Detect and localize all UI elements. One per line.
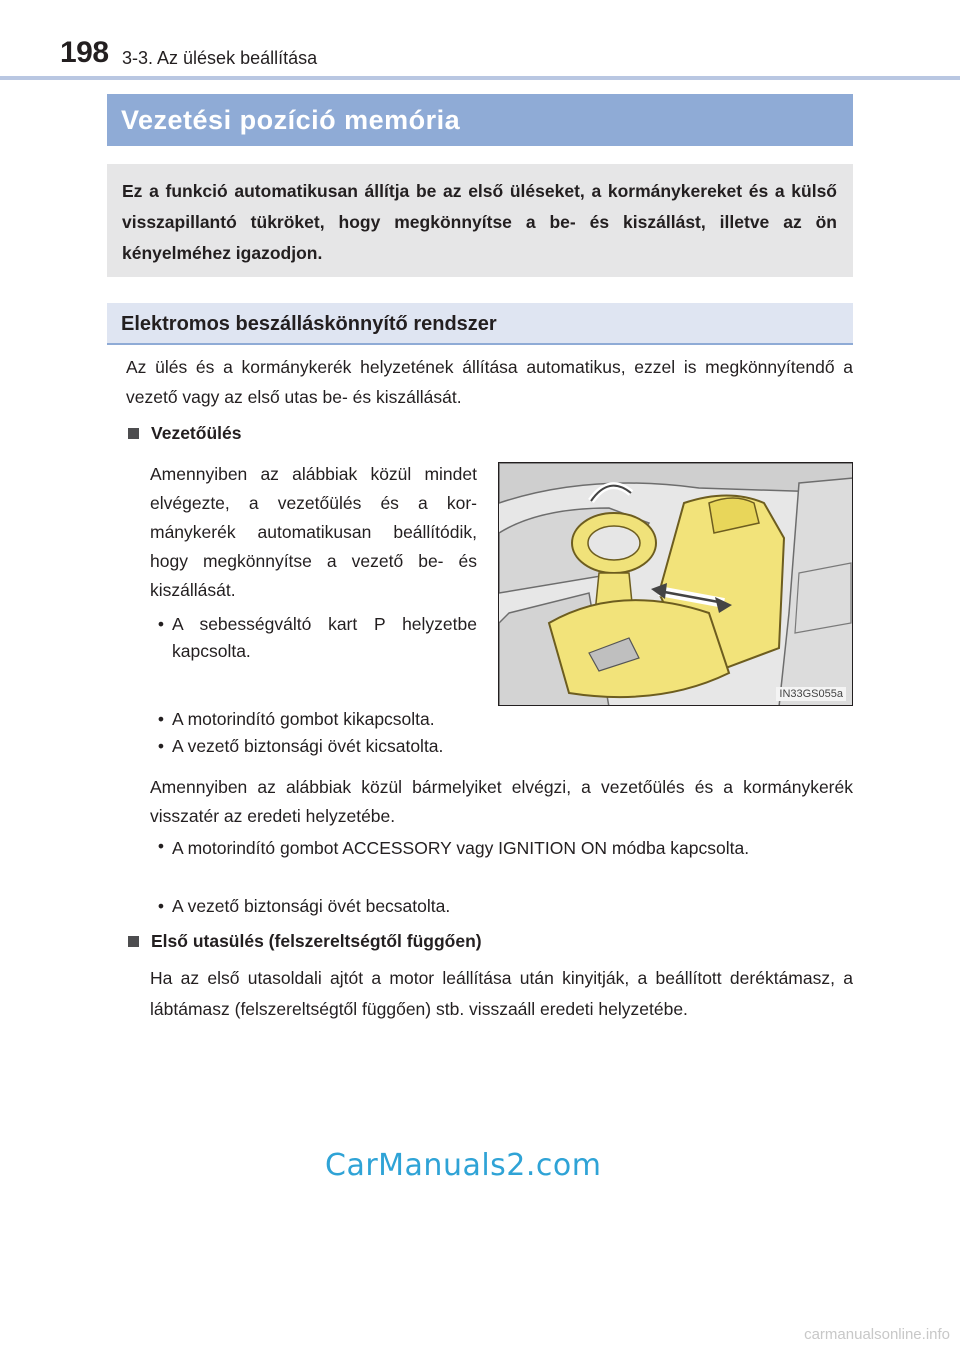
list-item-text: A motorindító gombot ACCESSORY vagy IGNITION ON módba kapcsolta. xyxy=(172,838,750,858)
footer-watermark: carmanualsonline.info xyxy=(804,1326,950,1343)
subsection-paragraph: Az ülés és a kormánykerék helyzetének állítása automatikus, ezzel is megkönnyítendő a vezető vagy az első utas be- és kiszállását. xyxy=(126,357,853,407)
square-bullet-icon xyxy=(128,936,139,947)
bullet-dot-icon: • xyxy=(157,709,165,729)
driver-seat-heading xyxy=(128,420,241,447)
list-item-text: A vezető biztonsági övét becsatolta. xyxy=(172,896,451,916)
square-bullet-icon xyxy=(128,428,139,439)
passenger-seat-heading xyxy=(128,928,482,955)
header-rule xyxy=(0,76,960,80)
list-item xyxy=(150,893,853,920)
figure-code: IN33GS055a xyxy=(776,687,846,701)
list-item-text: A sebességváltó kart P helyzetbe kapcsolta. xyxy=(172,614,477,661)
section-title: Vezetési pozíció memória xyxy=(107,94,853,146)
seat-illustration-drawing xyxy=(499,463,853,706)
bullet-dot-icon: • xyxy=(157,836,165,856)
page-number: 198 xyxy=(60,36,109,69)
passenger-seat-heading-text: Első utasülés (felszereltségtől függően) xyxy=(151,931,482,951)
intro-box: Ez a funkció automatikusan állítja be az első üléseket, a kormánykereket és a külső visszapillantó tükröket, hogy megkönnyítse a be- és kiszállást, illetve az ön kényelméhez igazodjon. xyxy=(107,164,853,277)
list-item-text: A motorindító gombot kikapcsolta. xyxy=(172,709,435,729)
bullet-dot-icon: • xyxy=(157,896,165,916)
list-item xyxy=(150,611,477,665)
passenger-seat-text: Ha az első utasoldali ajtót a motor leállítása után kinyitják, a beállított deréktámasz, a lábtámasz (felszereltségtől függően) stb. visszaáll eredeti helyzetébe. xyxy=(150,968,853,1019)
list-item xyxy=(150,833,853,863)
subsection-title: Elektromos beszálláskönnyítő rendszer xyxy=(107,303,853,345)
bullet-dot-icon: • xyxy=(157,736,165,756)
driver-seat-heading-text: Vezetőülés xyxy=(151,423,242,443)
seat-illustration xyxy=(498,462,853,706)
list-item xyxy=(150,733,853,760)
list-item-text: A vezető biztonsági övét kicsatolta. xyxy=(172,736,444,756)
chapter-title: 3-3. Az ülések beállítása xyxy=(122,48,318,68)
driver-seat-intro: Amennyiben az alábbiak közül mindet elvégezte, a vezetőülés és a kormánykerék automatikusan beállítódik, hogy megkönnyítse a vezető be- és kiszállását. xyxy=(150,464,477,600)
bullet-dot-icon: • xyxy=(157,614,165,634)
list-item xyxy=(150,706,853,733)
return-intro: Amennyiben az alábbiak közül bármelyiket elvégzi, a vezetőülés és a kormánykerék visszatér az eredeti helyzetébe. xyxy=(150,777,853,826)
watermark: CarManuals2.com xyxy=(325,1148,602,1183)
